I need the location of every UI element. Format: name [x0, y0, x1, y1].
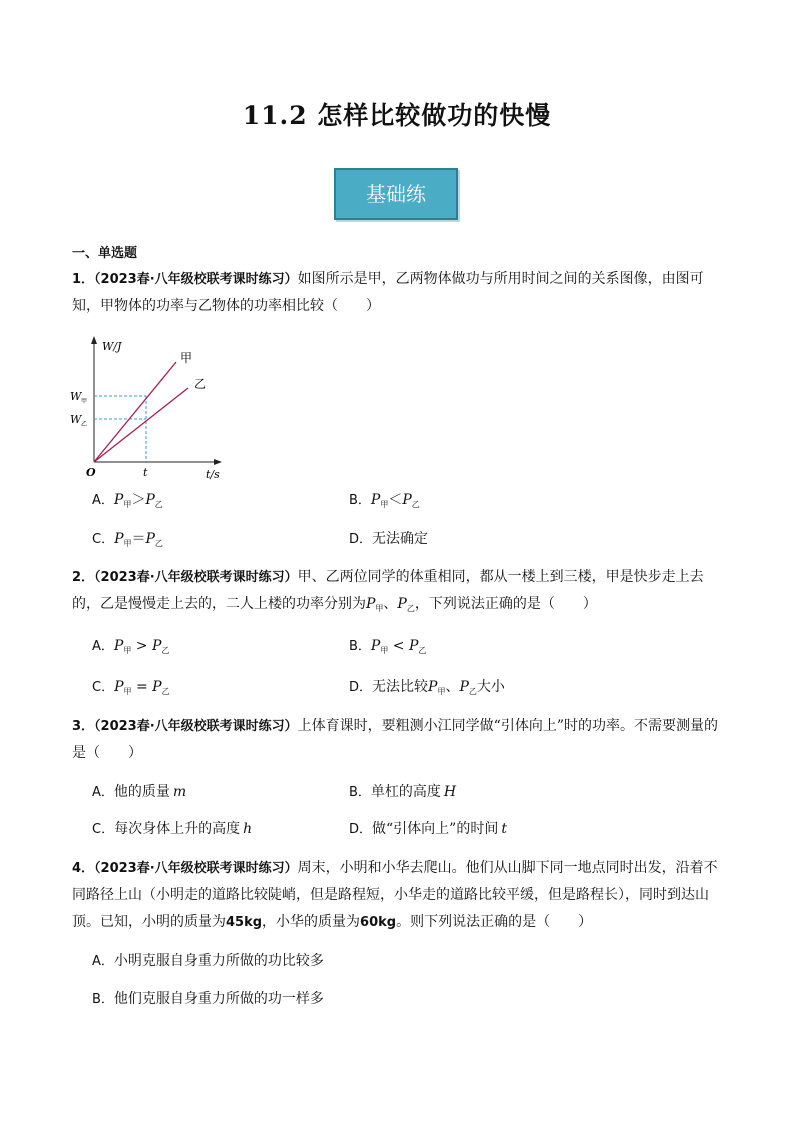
line-yi-label: 乙 [194, 377, 207, 391]
question-2: 2．（2023春·八年级校联考课时练习）甲、乙两位同学的体重相同，都从一楼上到三楼，甲是快步走上去的，乙是慢慢走上去的，二人上楼的功率分别为$P_甲$、$P_乙$，下列说法正确的是（ ） [72, 569, 704, 613]
option-3b[interactable]: B．单杠的高度 H [349, 784, 457, 800]
question-source: （2023春·八年级校联考课时练习） [94, 570, 298, 585]
x-axis-label: t/s [206, 468, 220, 480]
x-tick-label: t [143, 466, 148, 479]
question-number: 4． [72, 861, 95, 876]
y-tick-w-jia: W [70, 390, 82, 403]
option-3c[interactable]: C．每次身体上升的高度 h [92, 821, 253, 837]
y-tick-w-yi: W [70, 413, 82, 426]
question-source: （2023春·八年级校联考课时练习） [94, 861, 298, 876]
question-number: 1． [72, 272, 95, 287]
page-title: 11.2 怎样比较做功的快慢 [242, 101, 552, 130]
question-3 [72, 713, 726, 767]
section-heading: 一、单选题 [72, 246, 138, 261]
option-1d[interactable]: D．无法确定 [349, 531, 429, 547]
question-4: 4．（2023春·八年级校联考课时练习）周末，小明和小华去爬山。他们从山脚下同一地点同时出发，沿着不同路径上山（小明走的道路比较陡峭，但是路程短，小华走的道路比较平缓，但是路程长），同时到达山顶。已知，小明的质量为45kg，小华的质量为60kg。则下列说法正确的是（ ） [72, 860, 718, 930]
y-axis-label: W/J [102, 340, 122, 353]
option-3a[interactable]: A．他的质量 m [92, 784, 187, 800]
question-text: 如图所示是甲，乙两物体做功与所用时间之间的关系图像，由图可知，甲物体的功率与乙物体的功率相比较（ ） [72, 271, 704, 314]
question-1 [72, 266, 726, 320]
y-tick-w-yi-sub: 乙 [81, 421, 88, 428]
line-yi [94, 388, 188, 462]
line-jia [94, 362, 176, 462]
question-number: 2． [72, 570, 95, 585]
option-2c[interactable]: C．$P_甲 = P_乙$ [92, 679, 170, 696]
work-time-graph [64, 330, 234, 480]
x-axis-arrow [214, 459, 222, 465]
line-jia-label: 甲 [180, 351, 193, 365]
option-4b[interactable]: B．他们克服自身重力所做的功一样多 [92, 991, 324, 1007]
option-1a[interactable]: A．$P_甲>P_乙$ [92, 492, 163, 509]
origin-label: O [86, 466, 96, 479]
option-3d[interactable]: D．做“引体向上”的时间 t [349, 821, 507, 837]
option-1c[interactable]: C．$P_甲=P_乙$ [92, 531, 163, 548]
question-source: （2023春·八年级校联考课时练习） [94, 719, 298, 734]
option-4a[interactable]: A．小明克服自身重力所做的功比较多 [92, 953, 324, 969]
section-badge: 基础练 [334, 168, 458, 220]
question-number: 3． [72, 719, 95, 734]
y-tick-w-jia-sub: 甲 [81, 398, 88, 405]
question-source: （2023春·八年级校联考课时练习） [94, 272, 298, 287]
option-2d[interactable]: D．无法比较$P_甲$、$P_乙$大小 [349, 679, 505, 696]
y-axis-arrow [91, 336, 97, 344]
question-text: 上体育课时，要粗测小江同学做“引体向上”时的功率。不需要测量的是（ ） [72, 718, 718, 761]
option-1b[interactable]: B．$P_甲<P_乙$ [349, 492, 420, 509]
option-2a[interactable]: A．$P_甲 > P_乙$ [92, 638, 170, 655]
option-2b[interactable]: B．$P_甲 < P_乙$ [349, 638, 427, 655]
